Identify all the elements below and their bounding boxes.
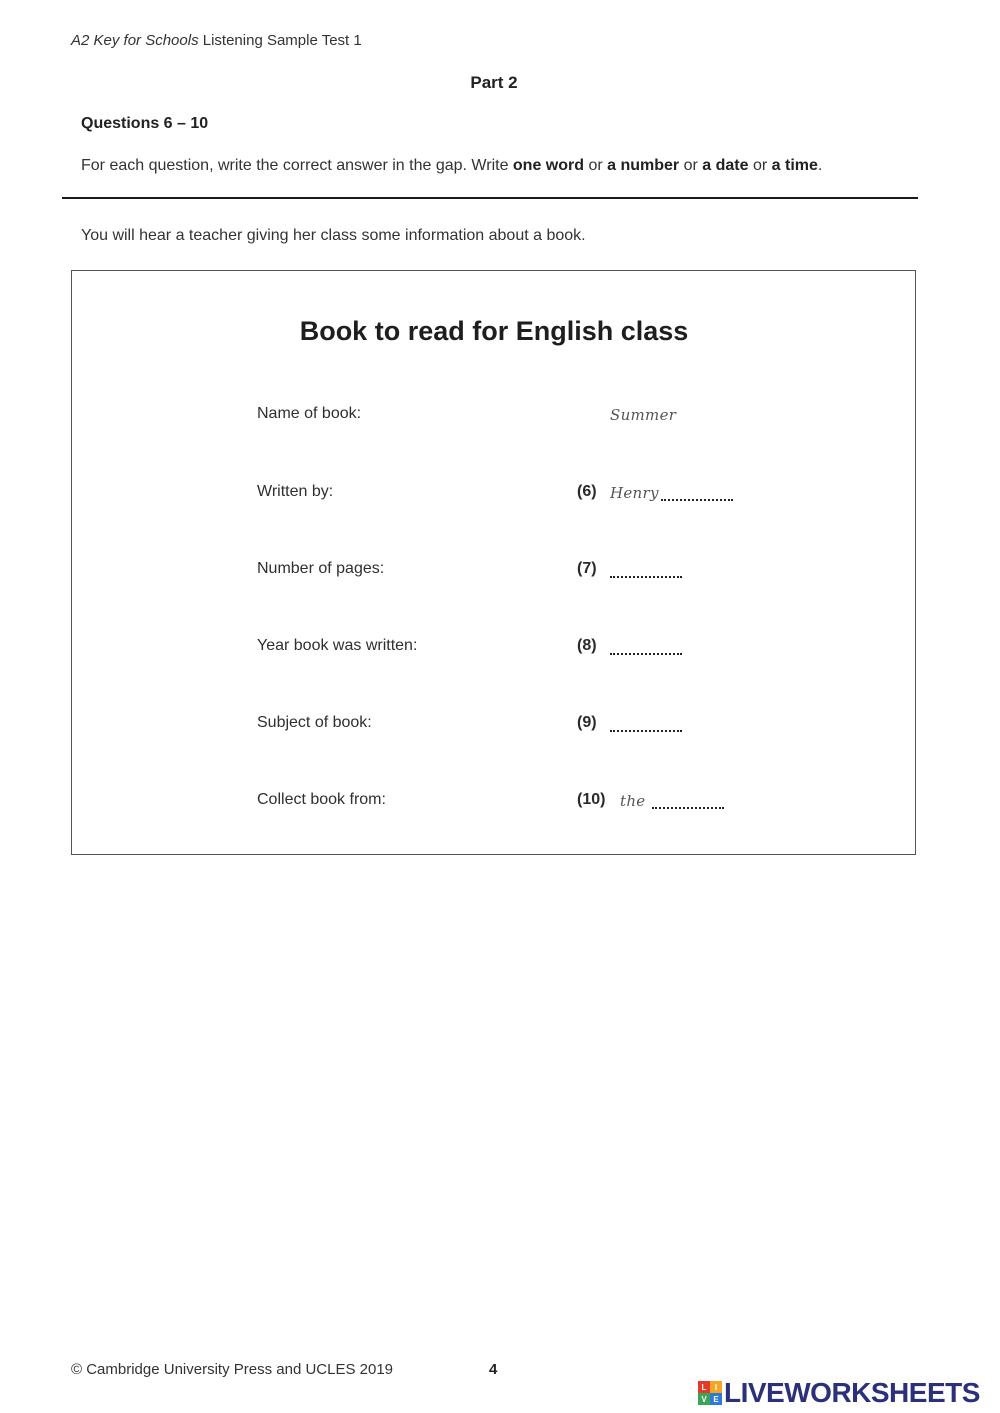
- answer-gap-10[interactable]: [652, 797, 724, 809]
- row-label-name-of-book: Name of book:: [257, 405, 362, 422]
- answer-name-of-book: Summer: [610, 406, 677, 424]
- question-number-9: (9): [577, 714, 597, 731]
- question-number-8: (8): [577, 637, 597, 654]
- question-number-7: (7): [577, 560, 597, 577]
- answer-gap-8[interactable]: [610, 643, 682, 655]
- liveworksheets-logo-icon: [698, 1381, 722, 1405]
- instr-one-word: one word: [512, 157, 585, 174]
- page-number: 4: [489, 1361, 498, 1378]
- liveworksheets-brand[interactable]: [698, 1377, 980, 1409]
- logo-letter-l: L: [698, 1381, 710, 1393]
- brand-text: LIVEWORKSHEETS: [724, 1377, 980, 1408]
- instructions: [81, 157, 822, 175]
- questions-range: Questions 6 – 10: [81, 115, 209, 132]
- header-title-rest: Listening Sample Test 1: [198, 32, 362, 49]
- context-text: You will hear a teacher giving her class some information about a book.: [81, 227, 586, 244]
- instr-a-time: a time: [771, 157, 818, 174]
- question-number-6: (6): [577, 483, 597, 500]
- row-label-written-by: Written by:: [257, 483, 334, 500]
- part-title: Part 2: [470, 73, 518, 92]
- form-title: Book to read for English class: [299, 316, 689, 346]
- row-label-collect-book-from: Collect book from:: [257, 791, 386, 808]
- footer-copyright: © Cambridge University Press and UCLES 2019: [71, 1361, 394, 1378]
- answer-gap-7[interactable]: [610, 566, 682, 578]
- instr-text-1: For each question, write the correct answer in the gap. Write: [81, 157, 513, 174]
- row-label-subject-of-book: Subject of book:: [257, 714, 372, 731]
- row-label-number-of-pages: Number of pages:: [257, 560, 385, 577]
- answer-prefix-6: Henry: [610, 484, 659, 502]
- instr-text-2: or: [584, 157, 608, 174]
- question-number-10: (10): [577, 791, 606, 808]
- answer-prefix-10: the: [620, 792, 646, 810]
- instr-a-date: a date: [702, 157, 749, 174]
- row-label-year-written: Year book was written:: [257, 637, 418, 654]
- header-title-italic: A2 Key for Schools: [71, 32, 199, 49]
- instr-text-4: or: [748, 157, 772, 174]
- divider-rule: [62, 197, 918, 199]
- logo-letter-i: I: [710, 1381, 722, 1393]
- form-box: [71, 270, 916, 855]
- instr-a-number: a number: [607, 157, 680, 174]
- instr-text-5: .: [817, 157, 823, 174]
- logo-letter-v: V: [698, 1393, 710, 1405]
- instr-text-3: or: [679, 157, 703, 174]
- header-title: [71, 32, 362, 49]
- answer-gap-9[interactable]: [610, 720, 682, 732]
- logo-letter-e: E: [710, 1393, 722, 1405]
- answer-gap-6[interactable]: [661, 489, 733, 501]
